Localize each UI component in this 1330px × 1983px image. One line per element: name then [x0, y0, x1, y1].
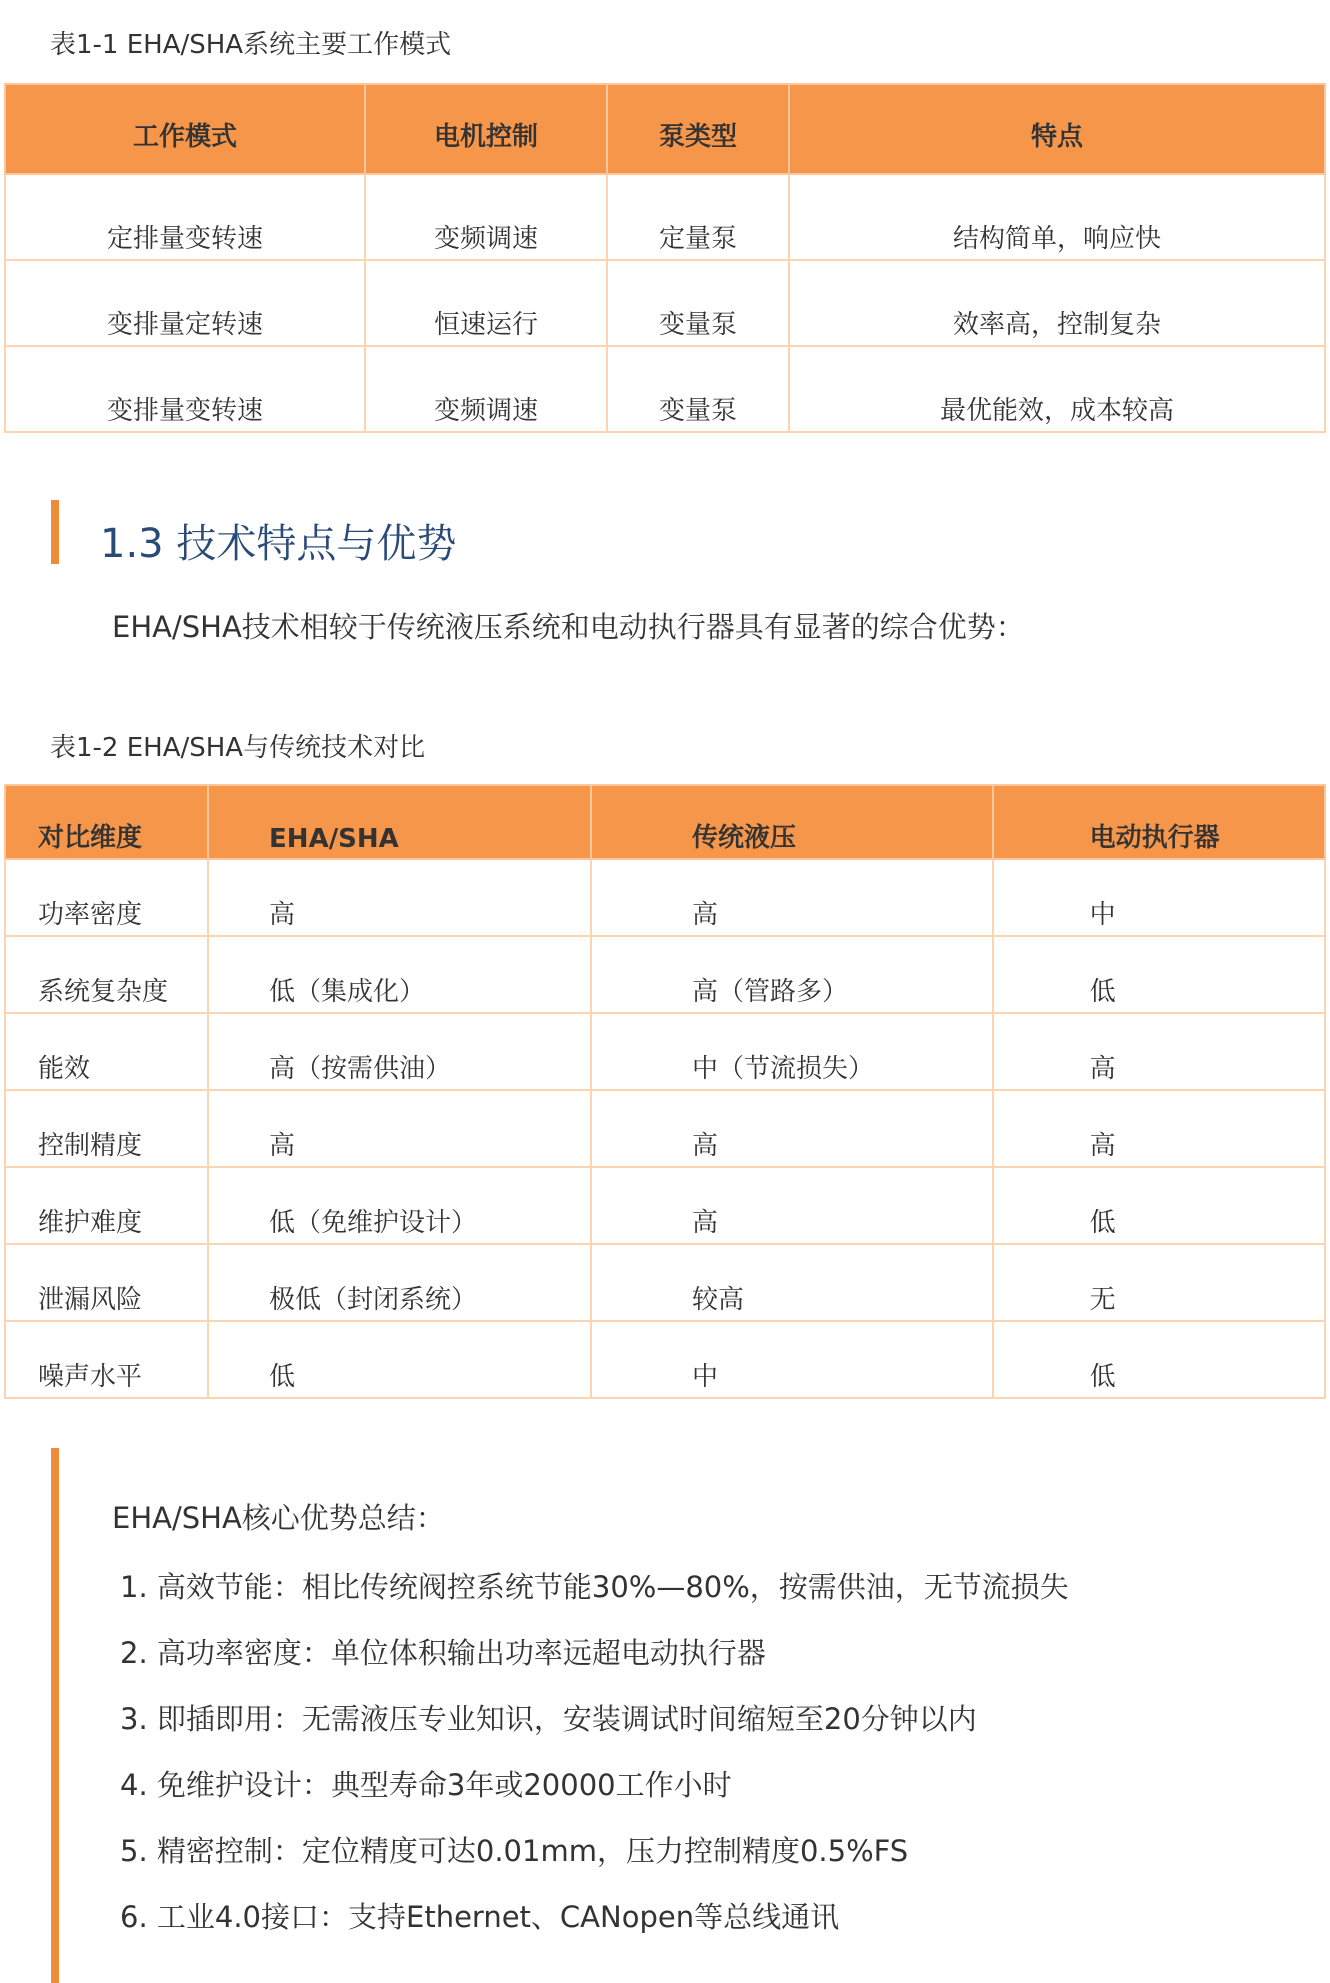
table-row — [5, 260, 1325, 346]
list-item: 5. 精密控制：定位精度可达0.01mm，压力控制精度0.5%FS — [120, 1834, 909, 1868]
table-row — [5, 1090, 1325, 1167]
cell: 低（集成化） — [208, 936, 591, 1013]
cell: 变频调速 — [365, 346, 607, 432]
cell: 效率高，控制复杂 — [789, 260, 1325, 346]
cell: 噪声水平 — [5, 1321, 208, 1398]
cell: 能效 — [5, 1013, 208, 1090]
summary-accent-bar — [51, 1448, 59, 1983]
cell: 低 — [208, 1321, 591, 1398]
header-eha-sha: EHA/SHA — [208, 785, 591, 859]
cell: 变频调速 — [365, 174, 607, 260]
table-row — [5, 346, 1325, 432]
section-accent-bar — [51, 500, 59, 564]
cell: 变排量定转速 — [5, 260, 365, 346]
table2-caption: 表1-2 EHA/SHA与传统技术对比 — [50, 733, 426, 763]
cell: 低 — [993, 936, 1325, 1013]
cell: 系统复杂度 — [5, 936, 208, 1013]
cell: 结构简单，响应快 — [789, 174, 1325, 260]
header-electric-actuator: 电动执行器 — [993, 785, 1325, 859]
cell: 泄漏风险 — [5, 1244, 208, 1321]
cell: 中（节流损失） — [591, 1013, 993, 1090]
header-dimension: 对比维度 — [5, 785, 208, 859]
table-row — [5, 1013, 1325, 1090]
cell: 高 — [591, 1090, 993, 1167]
cell: 定排量变转速 — [5, 174, 365, 260]
table-row — [5, 1167, 1325, 1244]
cell: 无 — [993, 1244, 1325, 1321]
cell: 变排量变转速 — [5, 346, 365, 432]
table-row — [5, 1244, 1325, 1321]
table-row — [5, 174, 1325, 260]
cell: 低 — [993, 1167, 1325, 1244]
cell: 极低（封闭系统） — [208, 1244, 591, 1321]
header-traditional-hydraulic: 传统液压 — [591, 785, 993, 859]
header-pump-type: 泵类型 — [607, 84, 789, 174]
cell: 功率密度 — [5, 859, 208, 936]
cell: 变量泵 — [607, 346, 789, 432]
table-row — [5, 936, 1325, 1013]
cell: 维护难度 — [5, 1167, 208, 1244]
cell: 较高 — [591, 1244, 993, 1321]
list-item: 1. 高效节能：相比传统阀控系统节能30%—80%，按需供油，无节流损失 — [120, 1570, 1069, 1604]
work-modes-table — [4, 83, 1326, 433]
header-work-mode: 工作模式 — [5, 84, 365, 174]
list-item: 3. 即插即用：无需液压专业知识，安装调试时间缩短至20分钟以内 — [120, 1702, 977, 1736]
section-title: 1.3 技术特点与优势 — [100, 521, 457, 567]
table1-caption: 表1-1 EHA/SHA系统主要工作模式 — [50, 30, 452, 60]
cell: 变量泵 — [607, 260, 789, 346]
list-item: 2. 高功率密度：单位体积输出功率远超电动执行器 — [120, 1636, 766, 1670]
cell: 最优能效，成本较高 — [789, 346, 1325, 432]
cell: 定量泵 — [607, 174, 789, 260]
comparison-table — [4, 784, 1326, 1399]
cell: 高 — [208, 859, 591, 936]
header-motor-control: 电机控制 — [365, 84, 607, 174]
table-row — [5, 859, 1325, 936]
cell: 高 — [993, 1013, 1325, 1090]
cell: 高（按需供油） — [208, 1013, 591, 1090]
cell: 低（免维护设计） — [208, 1167, 591, 1244]
summary-title: EHA/SHA核心优势总结： — [112, 1501, 445, 1535]
table-header-row — [5, 84, 1325, 174]
table-header-row — [5, 785, 1325, 859]
cell: 中 — [591, 1321, 993, 1398]
table-row — [5, 1321, 1325, 1398]
cell: 高 — [591, 1167, 993, 1244]
summary-list — [120, 1565, 1069, 1961]
cell: 控制精度 — [5, 1090, 208, 1167]
section-intro: EHA/SHA技术相较于传统液压系统和电动执行器具有显著的综合优势： — [112, 610, 1025, 644]
cell: 高（管路多） — [591, 936, 993, 1013]
cell: 中 — [993, 859, 1325, 936]
list-item: 6. 工业4.0接口：支持Ethernet、CANopen等总线通讯 — [120, 1900, 840, 1934]
cell: 高 — [993, 1090, 1325, 1167]
list-item: 4. 免维护设计：典型寿命3年或20000工作小时 — [120, 1768, 732, 1802]
cell: 恒速运行 — [365, 260, 607, 346]
cell: 高 — [208, 1090, 591, 1167]
cell: 低 — [993, 1321, 1325, 1398]
header-features: 特点 — [789, 84, 1325, 174]
cell: 高 — [591, 859, 993, 936]
